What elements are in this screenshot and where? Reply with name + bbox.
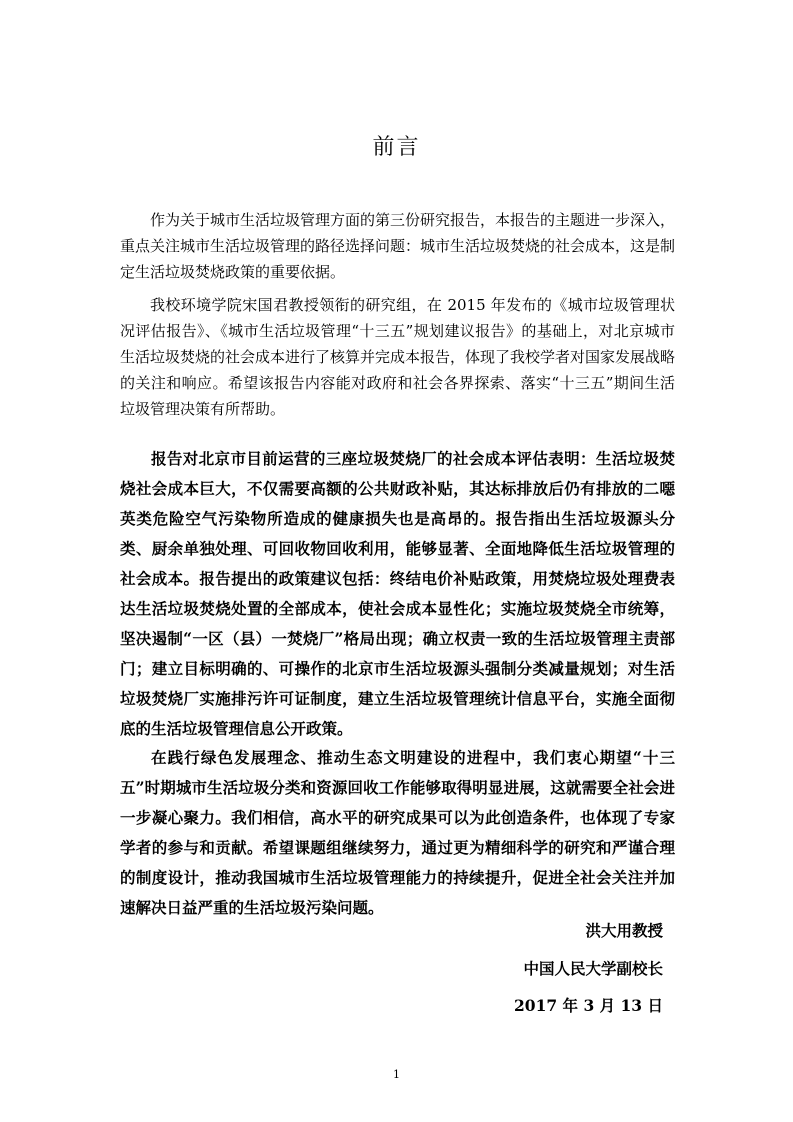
- page-title: 前言: [372, 135, 421, 160]
- paragraph-findings: 报告对北京市目前运营的三座垃圾焚烧厂的社会成本评估表明：生活垃圾焚烧社会成本巨大，不仅需要高额的公共财政补贴，其达标排放后仍有排放的二噁英类危险空气污染物所造成的健康损失也是高昂的。报告指出生活垃圾源头分类、厨余单独处理、可回收物回收利用，能够显著、全面地降低生活垃圾管理的社会成本。报告提出的政策建议包括：终结电价补贴政策，用焚烧垃圾处理费表达生活垃圾焚烧处置的全部成本，使社会成本显性化；实施垃圾焚烧全市统筹，坚决遏制“一区（县）一焚烧厂”格局出现；确立权责一致的生活垃圾管理主责部门；建立目标明确的、可操作的北京市生活垃圾源头强制分类减量规划；对生活垃圾焚烧厂实施排污许可证制度，建立生活垃圾管理统计信息平台，实施全面彻底的生活垃圾管理信息公开政策。: [120, 449, 675, 738]
- page-number: 1: [393, 1068, 400, 1081]
- paragraph-research-group: 我校环境学院宋国君教授领衔的研究组，在 2015 年发布的《城市垃圾管理状况评估报告》、《城市生活垃圾管理“十三五”规划建议报告》的基础上，对北京城市生活垃圾焚烧的社会成本进行了核算并完成本报告，体现了我校学者对国家发展战略的关注和响应。希望该报告内容能对政府和社会各界探索、落实“十三五”期间生活垃圾管理决策有所帮助。: [120, 296, 676, 418]
- signature-date: 2017 年 3 月 13 日: [514, 996, 663, 1015]
- signature-name: 洪大用教授: [585, 921, 663, 940]
- signature-position: 中国人民大学副校长: [523, 959, 663, 978]
- paragraph-outlook: 在践行绿色发展理念、推动生态文明建设的进程中，我们衷心期望“十三五”时期城市生活垃圾分类和资源回收工作能够取得明显进展，这就需要全社会进一步凝心聚力。我们相信，高水平的研究成果可以为此创造条件，也体现了专家学者的参与和贡献。希望课题组继续努力，通过更为精细科学的研究和严谨合理的制度设计，推动我国城市生活垃圾管理能力的持续提升，促进全社会关注并加速解决日益严重的生活垃圾污染问题。: [120, 748, 675, 917]
- paragraph-intro: 作为关于城市生活垃圾管理方面的第三份研究报告，本报告的主题进一步深入，重点关注城市生活垃圾管理的路径选择问题：城市生活垃圾焚烧的社会成本，这是制定生活垃圾焚烧政策的重要依据。: [120, 211, 676, 281]
